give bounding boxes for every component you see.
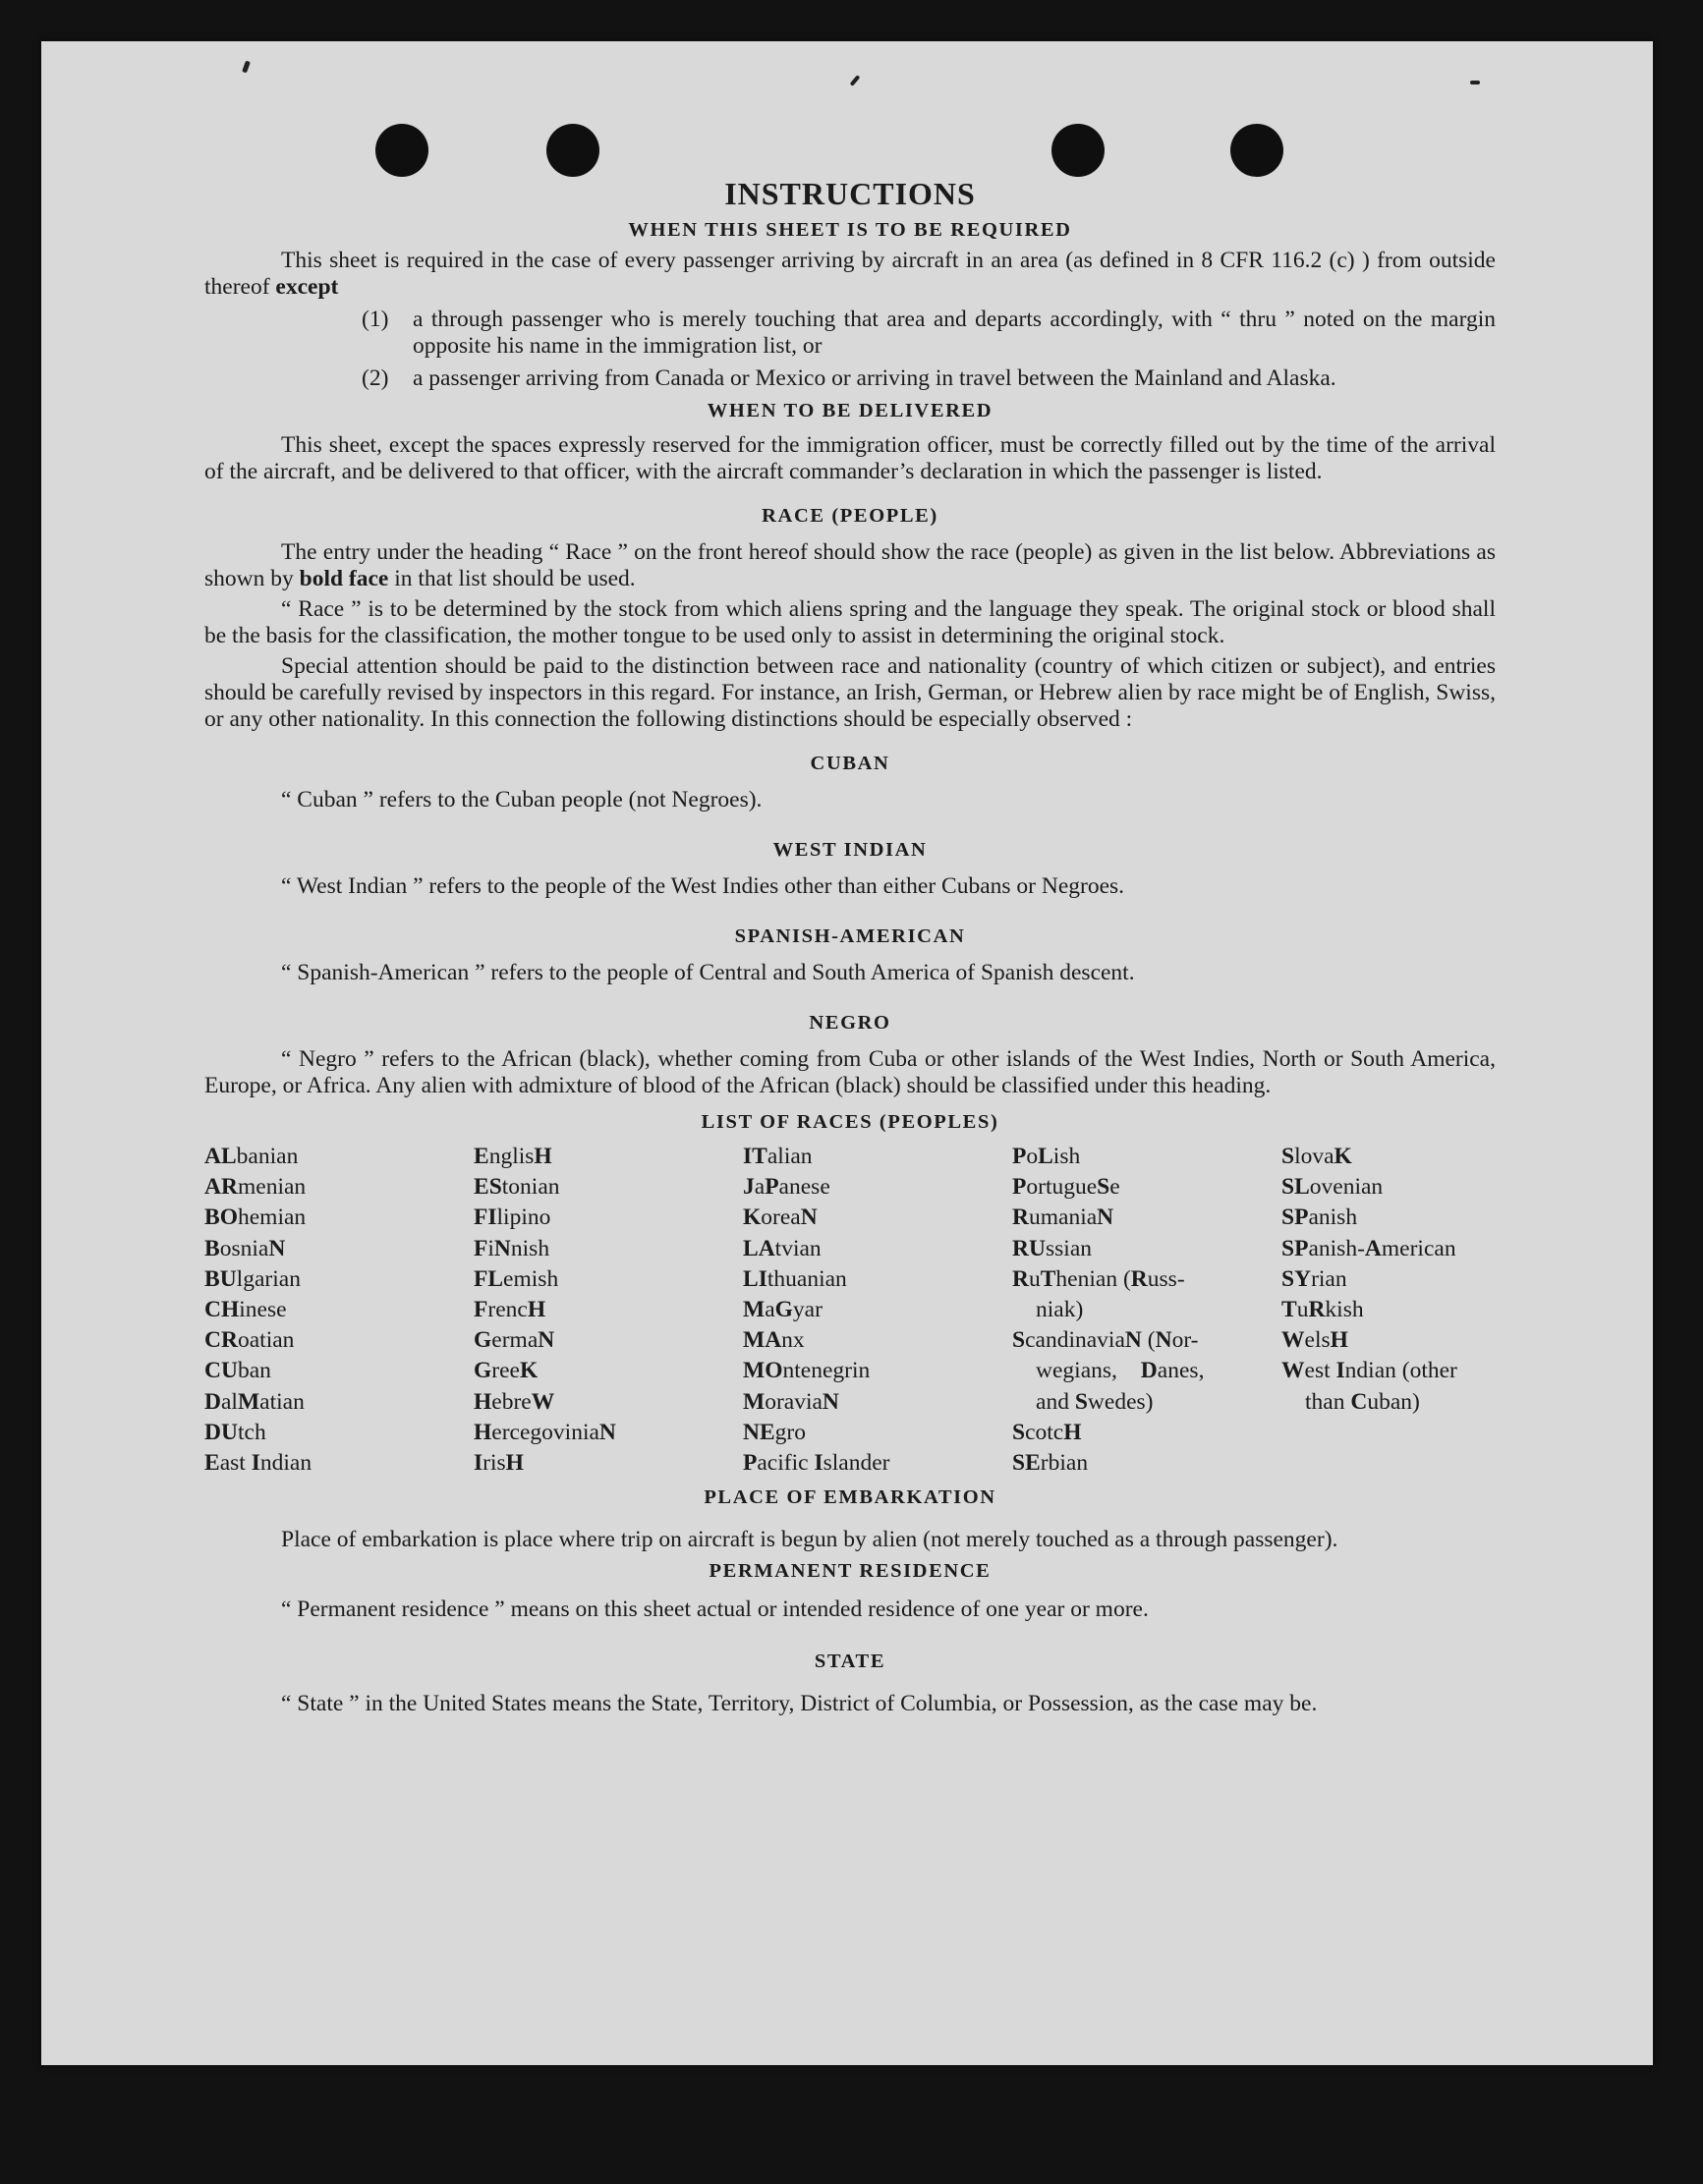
delivered-text: This sheet, except the spaces expressly reserved for the immigration officer, must be correctly filled out by the time of the arrival of the aircraft, and be delivered to that officer, with the aircraft commander’s declaration in which the passenger is listed. — [204, 432, 1496, 484]
race-entry-continued: than Cuban) — [1305, 1388, 1420, 1415]
race-entry: East Indian — [204, 1450, 312, 1477]
required-intro-except: except — [275, 274, 339, 300]
section-heading-negro: NEGRO — [809, 1012, 891, 1034]
race-entry: BOhemian — [204, 1204, 307, 1231]
races-column-1 — [204, 1142, 474, 1479]
race-entry: PortugueSe — [1012, 1174, 1120, 1201]
punch-hole — [1051, 124, 1105, 177]
section-heading-race: RACE (PEOPLE) — [762, 505, 938, 527]
race-entry: ITalian — [743, 1144, 813, 1169]
race-entry: EStonian — [474, 1174, 560, 1201]
race-entry: PoLish — [1012, 1144, 1081, 1169]
race-entry-continued: and Swedes) — [1036, 1388, 1154, 1415]
race-entry: HercegoviniaN — [474, 1419, 616, 1445]
races-list — [204, 1142, 1496, 1479]
race-entry: GreeK — [474, 1358, 539, 1384]
race-entry: MoraviaN — [743, 1388, 839, 1415]
race-entry: Pacific Islander — [743, 1450, 890, 1477]
negro-text: “ Negro ” refers to the African (black), whether coming from Cuba or other islands of the West Indies, North or South America, Europe, or Africa. Any alien with admixture of blood of the African (black) should be classified under this heading. — [204, 1046, 1496, 1098]
west-indian-text: “ West Indian ” refers to the people of the West Indies other than either Cubans or Negroes. — [281, 873, 1125, 899]
section-heading-cuban: CUBAN — [810, 753, 890, 774]
race-entry: IrisH — [474, 1450, 524, 1477]
race-entry: West Indian (other — [1281, 1358, 1457, 1384]
race-entry: FrencH — [474, 1297, 546, 1323]
race-entry: RuThenian (Russ- — [1012, 1265, 1185, 1292]
section-heading-spanish-american: SPANISH-AMERICAN — [734, 925, 966, 947]
residence-text: “ Permanent residence ” means on this sheet actual or intended residence of one year or more. — [281, 1596, 1149, 1623]
punch-hole — [1230, 124, 1283, 177]
race-p1-bold: bold face — [299, 566, 389, 591]
item-number: (1) — [362, 307, 389, 332]
speck — [850, 75, 861, 86]
punch-hole — [375, 124, 428, 177]
race-entry: SPanish-American — [1281, 1235, 1456, 1261]
race-entry: CRoatian — [204, 1327, 295, 1354]
race-paragraph-3: Special attention should be paid to the distinction between race and nationality (country of which citizen or subject), and entries should be carefully revised by inspectors in this regard. For instance, an Irish, German, or Hebrew alien by race might be of English, Swiss, or any other nationality. In this connection the following distinctions should be especially observed : — [204, 653, 1496, 732]
cuban-text: “ Cuban ” refers to the Cuban people (not Negroes). — [281, 787, 763, 812]
race-entry: KoreaN — [743, 1204, 818, 1231]
race-entry: RumaniaN — [1012, 1204, 1114, 1231]
item-text: a passenger arriving from Canada or Mexico or arriving in travel between the Mainland and Alaska. — [413, 365, 1336, 391]
race-entry: SPanish — [1281, 1204, 1358, 1231]
item-number: (2) — [362, 365, 389, 391]
race-entry: SErbian — [1012, 1450, 1089, 1477]
speck — [242, 61, 251, 74]
race-entry: GermaN — [474, 1327, 555, 1354]
race-entry: TuRkish — [1281, 1297, 1364, 1323]
race-entry: NEgro — [743, 1419, 806, 1445]
race-p1-end: in that list should be used. — [388, 566, 636, 591]
race-entry: SLovenian — [1281, 1174, 1384, 1201]
races-column-5 — [1281, 1142, 1496, 1479]
race-entry: LAtvian — [743, 1235, 822, 1261]
race-p1-text: The entry under the heading “ Race ” on the front hereof should show the race (people) as given in the list below. Abbreviations as shown by — [204, 539, 1496, 591]
race-entry: MaGyar — [743, 1297, 823, 1323]
race-entry: MAnx — [743, 1327, 805, 1354]
race-entry: JaPanese — [743, 1174, 830, 1201]
race-paragraph-1 — [204, 539, 1496, 592]
race-entry: SYrian — [1281, 1265, 1347, 1292]
races-column-4 — [1012, 1142, 1281, 1479]
race-entry: LIthuanian — [743, 1265, 847, 1292]
races-column-2 — [474, 1142, 743, 1479]
page-title: INSTRUCTIONS — [724, 176, 976, 211]
race-entry: BosniaN — [204, 1235, 286, 1261]
race-entry: EnglisH — [474, 1144, 552, 1169]
section-heading-races-list: LIST OF RACES (PEOPLES) — [701, 1111, 999, 1133]
required-intro — [204, 248, 1496, 301]
race-entry: ScandinaviaN (Nor- — [1012, 1327, 1199, 1354]
race-entry: ScotcH — [1012, 1419, 1082, 1445]
races-column-3 — [743, 1142, 1012, 1479]
section-heading-west-indian: WEST INDIAN — [772, 839, 928, 861]
race-entry: WelsH — [1281, 1327, 1348, 1354]
race-entry: FiNnish — [474, 1235, 550, 1261]
race-entry: HebreW — [474, 1388, 555, 1415]
race-entry: ALbanian — [204, 1144, 299, 1169]
race-entry: FIlipino — [474, 1204, 551, 1231]
race-entry: FLemish — [474, 1265, 559, 1292]
section-heading-embarkation: PLACE OF EMBARKATION — [704, 1486, 996, 1509]
race-entry: DUtch — [204, 1419, 266, 1445]
section-heading-delivered: WHEN TO BE DELIVERED — [707, 400, 993, 421]
race-entry: RUssian — [1012, 1235, 1092, 1261]
section-heading-required: WHEN THIS SHEET IS TO BE REQUIRED — [628, 219, 1072, 241]
speck — [1470, 81, 1480, 84]
race-entry-continued: niak) — [1036, 1297, 1084, 1323]
instructions-content — [204, 172, 1496, 1720]
exception-item — [362, 365, 1496, 392]
race-entry-continued: wegians, Danes, — [1036, 1358, 1205, 1384]
race-entry: DalMatian — [204, 1388, 305, 1415]
section-heading-state: STATE — [814, 1651, 886, 1673]
required-intro-text: This sheet is required in the case of every passenger arriving by aircraft in an area (as defined in 8 CFR 116.2 (c) ) from outside thereof — [204, 248, 1496, 300]
punch-hole — [546, 124, 599, 177]
race-entry: CUban — [204, 1358, 271, 1384]
section-heading-residence: PERMANENT RESIDENCE — [709, 1560, 992, 1583]
spanish-american-text: “ Spanish-American ” refers to the people of Central and South America of Spanish descent. — [281, 960, 1135, 985]
race-entry: CHinese — [204, 1297, 287, 1323]
item-text: a through passenger who is merely touching that area and departs accordingly, with “ thru ” noted on the margin opposite his name in the immigration list, or — [413, 307, 1496, 359]
race-entry: ARmenian — [204, 1174, 307, 1201]
state-text: “ State ” in the United States means the State, Territory, District of Columbia, or Possession, as the case may be. — [281, 1691, 1318, 1717]
embarkation-text: Place of embarkation is place where trip on aircraft is begun by alien (not merely touched as a through passenger). — [281, 1527, 1338, 1553]
exception-item — [362, 307, 1496, 360]
race-entry: SlovaK — [1281, 1144, 1352, 1169]
race-entry: MOntenegrin — [743, 1358, 871, 1384]
race-paragraph-2: “ Race ” is to be determined by the stock from which aliens spring and the language they speak. The original stock or blood shall be the basis for the classification, the mother tongue to be used only to assist in determining the original stock. — [204, 596, 1496, 648]
race-entry: BUlgarian — [204, 1265, 301, 1292]
